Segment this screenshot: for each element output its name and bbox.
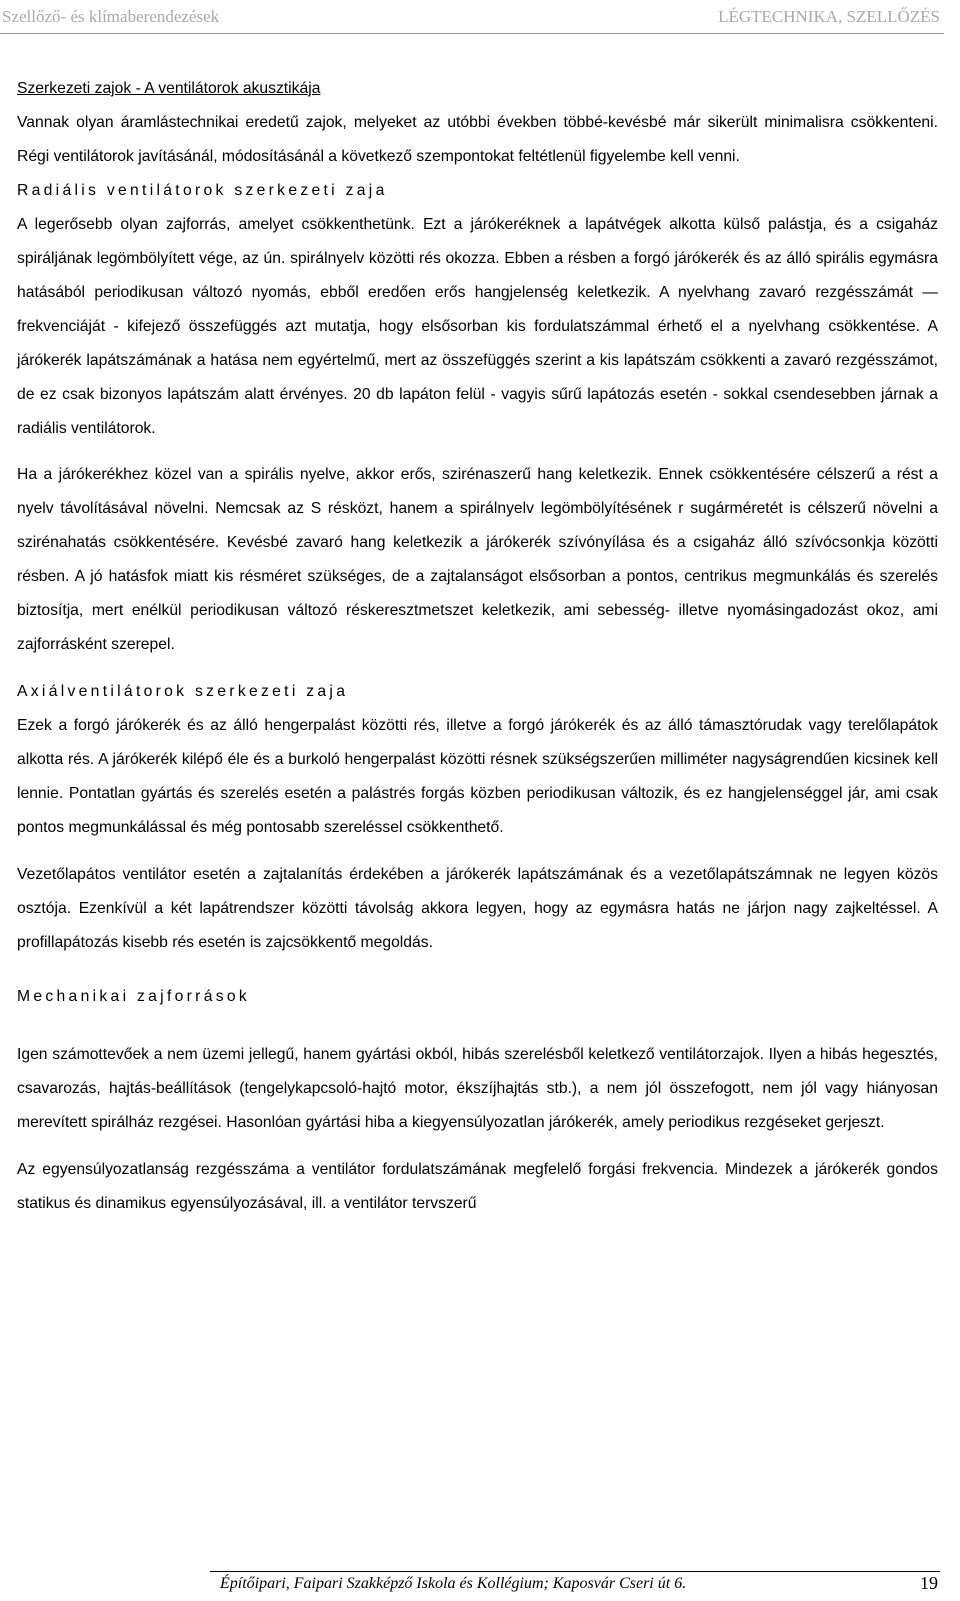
axial-heading: Axiálventilátorok szerkezeti zaja	[17, 683, 349, 700]
axial-paragraph-1: Ezek a forgó járókerék és az álló hengerpalást közötti rés, illetve a forgó járókerék és az álló támasztórudak vagy terelőlapátok alkotta rés. A járókerék kilépő éle és a burkoló hengerpalást közötti résnek szükségszerűen milliméter nagyságrendűen kicsinek kell lennie. Pontatlan gyártás és szerelés esetén a palástrés forgás közben periodikusan változik, és ez hangjelenséggel jár, ami csak pontos megmunkálással és még pontosabb szereléssel csökkenthető.	[17, 717, 938, 836]
mechanical-paragraph-2: Az egyensúlyozatlanság rezgésszáma a ventilátor fordulatszámának megfelelő forgási frekvencia. Mindezek a járókerék gondos statikus és dinamikus egyensúlyozásával, ill. a ventilátor tervszerű	[17, 1161, 938, 1212]
footer-school-name: Építőipari, Faipari Szakképző Iskola és Kollégium; Kaposvár Cseri út 6.	[220, 1575, 687, 1592]
radial-heading: Radiális ventilátorok szerkezeti zaja	[17, 182, 388, 199]
mechanical-paragraph-1: Igen számottevőek a nem üzemi jellegű, hanem gyártási okból, hibás szerelésből keletkező ventilátorzajok. Ilyen a hibás hegesztés, csavarozás, hajtás-beállítások (tengelykapcsoló-hajtó motor, ékszíjhajtás stb.), a nem jól összefogott, nem jól vagy hiányosan merevített spirálház rezgései. Hasonlóan gyártási hiba a kiegyensúlyozatlan járókerék, amely periodikus rezgéseket gerjeszt.	[17, 1046, 938, 1131]
page-footer	[0, 1571, 960, 1601]
section-title: Szerkezeti zajok - A ventilátorok akusztikája	[17, 80, 321, 97]
page-content	[17, 72, 938, 1221]
page-number: 19	[920, 1573, 938, 1593]
header-rule	[0, 33, 944, 34]
radial-paragraph-1: A legerősebb olyan zajforrás, amelyet csökkenthetünk. Ezt a járókeréknek a lapátvégek alkotta külső palástja, és a csigaház spiráljának legömbölyített vége, az ún. spirálnyelv közötti rés okozza. Ebben a résben a forgó járókerék és az álló spirális egymásra hatásából periodikusan változó nyomás, ebből eredően erős hangjelenség keletkezik. A nyelvhang zavaró rezgésszámát — frekvenciáját - kifejező összefüggés azt mutatja, hogy elsősorban kis fordulatszámmal érhető el a nyelvhang csökkentése. A járókerék lapátszámának a hatása nem egyértelmű, mert az összefüggés szerint a kis lapátszám csökkenti a zavaró rezgésszámot, de ez csak bizonyos lapátszám alatt érvényes. 20 db lapáton felül - vagyis sűrű lapátozás esetén - sokkal csendesebben járnak a radiális ventilátorok.	[17, 216, 938, 437]
radial-paragraph-2: Ha a járókerékhez közel van a spirális nyelve, akkor erős, szirénaszerű hang keletkezik. Ennek csökkentésére célszerű a rést a nyelv távolításával növelni. Nemcsak az S résközt, hanem a spirálnyelv legömbölyítésének r sugárméretét is célszerű növelni a szirénahatás csökkentésére. Kevésbé zavaró hang keletkezik a járókerék szívónyílása és a csigaház álló szívócsonkja közötti résben. A jó hatásfok miatt kis résméret szükséges, de a zajtalanságot elsősorban a pontos, centrikus megmunkálás és szerelés biztosítja, mert enélkül periodikusan változó réskeresztmetszet keletkezik, ami sebesség- illetve nyomásingadozást okoz, ami zajforrásként szerepel.	[17, 466, 938, 653]
intro-paragraph: Vannak olyan áramlástechnikai eredetű zajok, melyeket az utóbbi években többé-kevésbé már sikerült minimalisra csökkenteni. Régi ventilátorok javításánál, módosításánál a következő szempontokat feltétlenül figyelembe kell venni.	[17, 114, 938, 165]
header-right-text: LÉGTECHNIKA, SZELLŐZÉS	[718, 7, 940, 26]
page-header	[0, 3, 960, 33]
mechanical-heading: Mechanikai zajforrások	[17, 988, 251, 1005]
header-left-text: Szellőző- és klímaberendezések	[2, 7, 220, 26]
axial-paragraph-2: Vezetőlapátos ventilátor esetén a zajtalanítás érdekében a járókerék lapátszámának és a vezetőlapátszámnak ne legyen közös osztója. Ezenkívül a két lapátrendszer közötti távolság akkora legyen, hogy az egymásra hatás ne járjon nagy zajkeltéssel. A profillapátozás kisebb rés esetén is zajcsökkentő megoldás.	[17, 866, 938, 951]
footer-rule	[210, 1571, 940, 1572]
